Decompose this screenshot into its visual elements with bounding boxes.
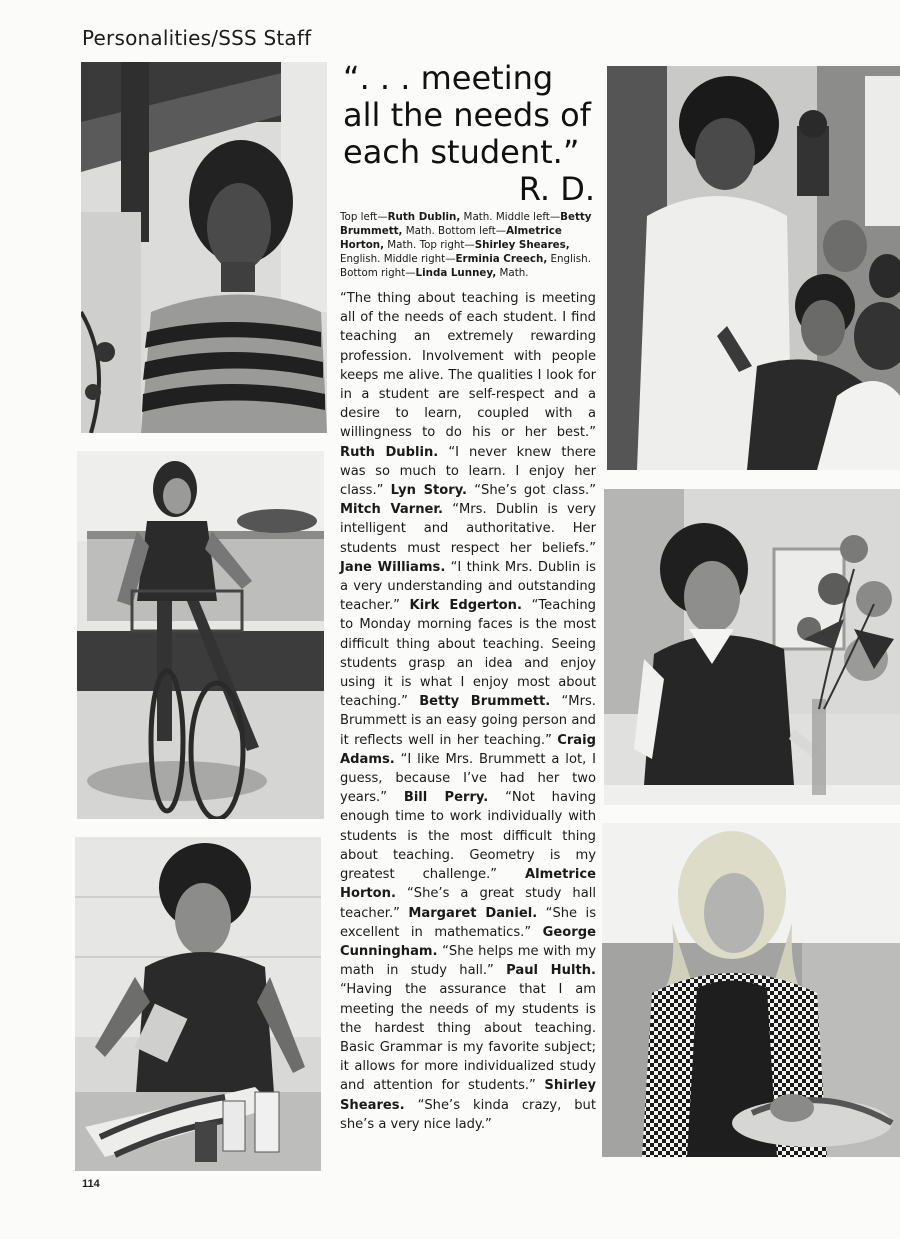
caption-text: English. Bottom right—: [340, 253, 591, 279]
body-name: George Cunningham.: [340, 924, 596, 959]
body-text: “I think Mrs. Dublin is a very understanding and outstanding teacher.”: [340, 559, 596, 614]
body-name: Mitch Varner.: [340, 502, 443, 518]
photo-caption: [340, 210, 596, 280]
caption-name: Almetrice Horton,: [340, 225, 562, 251]
body-name: Kirk Edgerton.: [409, 598, 522, 614]
caption-text: Math.: [496, 267, 529, 279]
body-name: Margaret Daniel.: [408, 905, 538, 921]
photo-linda-lunney: [602, 823, 900, 1157]
pull-quote-initials: R. D.: [518, 170, 595, 208]
body-name: Lyn Story.: [390, 483, 468, 499]
photo-shirley-sheares: [607, 66, 900, 470]
body-text: “She’s a great study hall teacher.”: [340, 886, 596, 921]
page-number: 114: [82, 1178, 100, 1190]
body-name: Bill Perry.: [403, 790, 489, 806]
photo-almetrice-horton: [75, 837, 321, 1171]
body-name: Shirley Sheares.: [340, 1078, 596, 1113]
pull-quote-text: “. . . meeting all the needs of each student.”: [343, 59, 591, 171]
caption-name: Ruth Dublin,: [387, 211, 461, 223]
caption-name: Erminia Creech,: [455, 253, 548, 265]
body-text: “Mrs. Dublin is very intelligent and authoritative. Her students must respect her beliefs.”: [340, 502, 596, 556]
body-text: “She’s kinda crazy, but she’s a very nice lady.”: [340, 1097, 596, 1132]
body-text: “Not having enough time to work individually with students is the most difficult thing about teaching. Geometry is my greatest challenge.”: [340, 790, 596, 883]
body-text: “She helps me with my math in study hall.”: [340, 943, 596, 979]
caption-text: Math. Top right—: [384, 239, 475, 251]
body-text: “Having the assurance that I am meeting the needs of my students is the hardest thing about teaching. Basic Grammar is my favorite subject; it allows for more individualized study and attention for students.”: [340, 982, 596, 1094]
body-text: “She is excellent in mathematics.”: [340, 905, 597, 940]
body-text: “The thing about teaching is meeting all of the needs of each student. I find teaching an extremely rewarding profession. Involvement with people keeps me alive. The qualities I look for in a student are self-respect and a desire to learn, coupled with a willingness to do his or her best.”: [340, 291, 596, 441]
body-name: Ruth Dublin.: [340, 444, 439, 460]
caption-text: Top left—: [340, 211, 388, 223]
photo-erminia-creech: [604, 489, 900, 805]
caption-name: Betty Brummett,: [340, 211, 592, 237]
pull-quote: [343, 60, 595, 208]
body-text: “She’s got class.”: [467, 483, 596, 499]
photo-ruth-dublin: [81, 62, 327, 433]
caption-text: English. Middle right—: [340, 253, 456, 265]
section-header: Personalities/SSS Staff: [82, 26, 312, 50]
body-text: “Teaching to Monday morning faces is the most difficult thing about teaching. Seeing students grasp an idea and enjoy using it is what I enjoy most about teaching.”: [340, 598, 596, 710]
body-name: Almetrice Horton.: [340, 867, 596, 902]
caption-name: Linda Lunney,: [415, 267, 497, 279]
body-text: “I never knew there was so much to learn. I enjoy her class.”: [340, 444, 596, 499]
body-text: “Mrs. Brummett is an easy going person and it reflects well in her teaching.”: [340, 694, 596, 748]
body-name: Jane Williams.: [340, 559, 446, 575]
body-text: [340, 289, 596, 1134]
photo-betty-brummett: [77, 451, 324, 819]
body-name: Paul Hulth.: [506, 963, 596, 979]
caption-name: Shirley Sheares,: [474, 239, 570, 251]
caption-text: Math. Bottom left—: [402, 225, 507, 237]
body-name: Craig Adams.: [340, 732, 596, 767]
caption-text: Math. Middle left—: [460, 211, 561, 223]
body-text: “I like Mrs. Brummett a lot, I guess, because I’ve had her two years.”: [340, 751, 596, 806]
body-name: Betty Brummett.: [419, 694, 551, 710]
